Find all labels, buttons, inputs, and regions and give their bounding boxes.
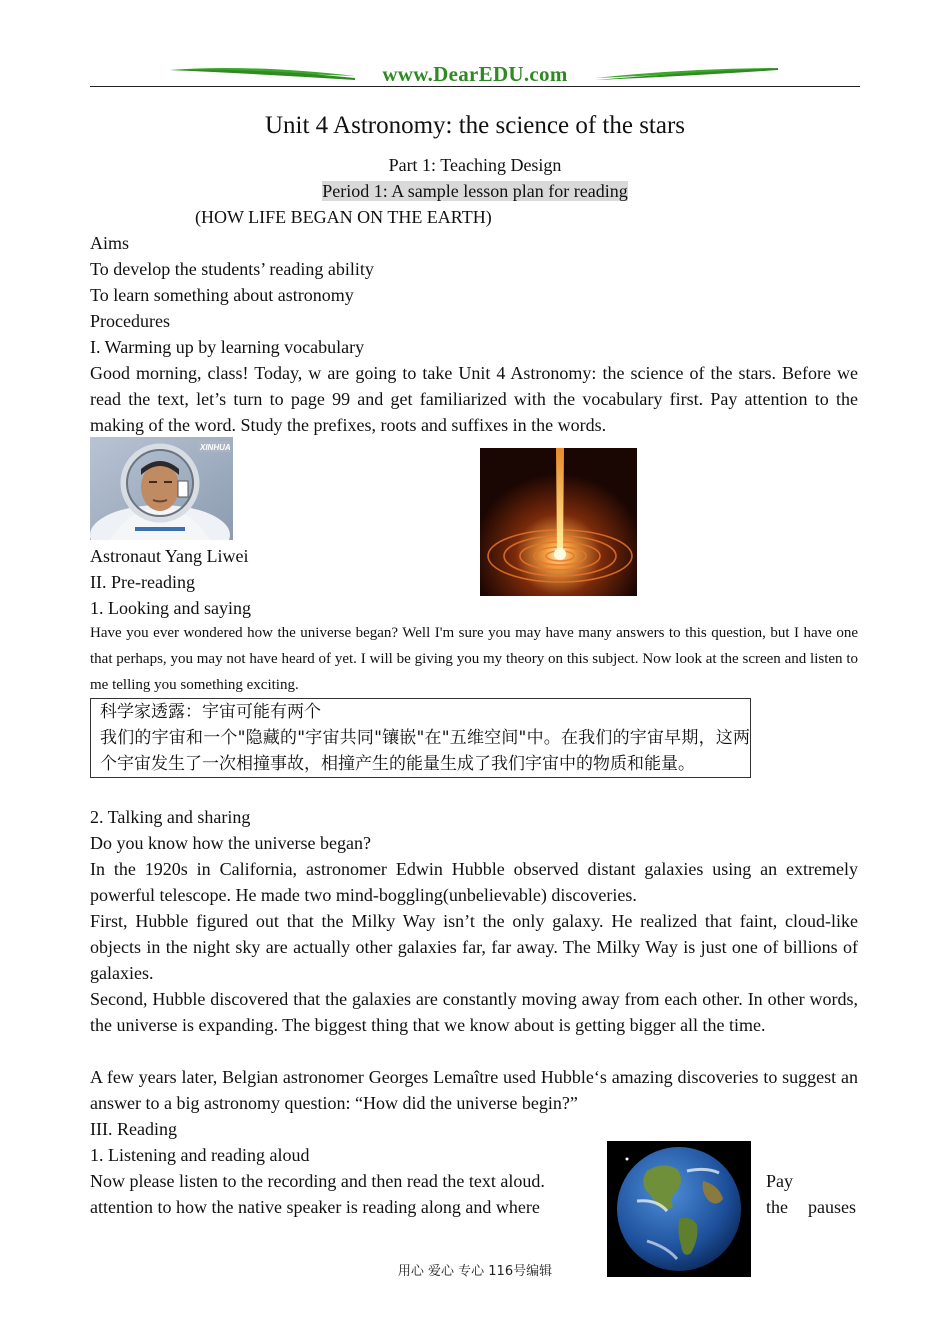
- looking-paragraph: Have you ever wondered how the universe began? Well I'm sure you may have many answers to this question, but I have one that perhaps, you may not have heard of yet. I will be giving you my theory on this subject. Now look at the screen and listen to me telling you something exciting.: [90, 625, 858, 693]
- listening-heading: 1. Listening and reading aloud: [90, 1145, 310, 1165]
- talking-and-sharing-heading: 2. Talking and sharing: [90, 807, 251, 827]
- listening-line-2-left: attention to how the native speaker is reading along and where: [90, 1197, 540, 1217]
- section-heading-reading: III. Reading: [90, 1119, 177, 1139]
- looking-and-saying-heading: 1. Looking and saying: [90, 598, 251, 618]
- astronaut-illustration: [90, 437, 233, 540]
- lesson-subtitle: (HOW LIFE BEGAN ON THE EARTH): [195, 207, 492, 227]
- universe-question: Do you know how the universe began?: [90, 833, 371, 853]
- astronaut-photo: [90, 437, 233, 540]
- period-heading-text: Period 1: A sample lesson plan for reading: [322, 181, 628, 201]
- hubble-paragraph: In the 1920s in California, astronomer Edwin Hubble observed distant galaxies using an extremely powerful telescope. He made two mind-boggling(unbelievable) discoveries.: [90, 859, 858, 905]
- chinese-box-body: 我们的宇宙和一个"隐藏的"宇宙共同"镶嵌"在"五维空间"中。在我们的宇宙早期，这两个宇宙发生了一次相撞事故，相撞产生的能量生成了我们宇宙中的物质和能量。: [100, 728, 750, 774]
- second-discovery-paragraph: Second, Hubble discovered that the galaxies are constantly moving away from each other. In other words, the universe is expanding. The biggest thing that we know about is getting bigger all the time.: [90, 989, 858, 1035]
- listening-line-2-right-b: pauses: [808, 1197, 856, 1217]
- listening-line-1-right: Pay: [766, 1171, 793, 1191]
- aim-item: To learn something about astronomy: [90, 285, 354, 305]
- part-heading: [0, 152, 950, 178]
- page-title: Unit 4 Astronomy: the science of the stars: [264, 112, 686, 139]
- chinese-text-box: [90, 698, 751, 778]
- period-heading: [0, 178, 950, 204]
- section-heading-pre-reading: II. Pre-reading: [90, 572, 195, 592]
- page-footer: 用心 爱心 专心 116号编辑: [397, 1264, 553, 1279]
- listening-line-1-left: Now please listen to the recording and then read the text aloud.: [90, 1171, 545, 1191]
- lemaitre-paragraph: A few years later, Belgian astronomer Georges Lemaître used Hubble‘s amazing discoveries to suggest an answer to a big astronomy question: “How did the universe begin?”: [90, 1067, 858, 1113]
- first-discovery-paragraph: First, Hubble figured out that the Milky Way isn’t the only galaxy. He realized that faint, cloud-like objects in the night sky are actually other galaxies far, far away. The Milky Way is just one of billions of galaxies.: [90, 911, 858, 983]
- aim-item: To develop the students’ reading ability: [90, 259, 374, 279]
- procedures-heading: Procedures: [90, 311, 170, 331]
- section-heading-warming-up: I. Warming up by learning vocabulary: [90, 337, 365, 357]
- photo-watermark-text: XINHUA: [200, 443, 231, 452]
- warming-up-paragraph: Good morning, class! Today, w are going to take Unit 4 Astronomy: the science of the stars. Before we read the text, let’s turn to page 99 and get familiarized with the vocabulary first. Pay attention to the making of the word. Study the prefixes, roots and suffixes in the words.: [90, 363, 858, 435]
- astronaut-caption: Astronaut Yang Liwei: [90, 546, 249, 566]
- galaxy-image: [480, 448, 637, 596]
- header-rule: [90, 86, 860, 87]
- listening-line-2-right-a: the: [766, 1197, 788, 1217]
- galaxy-illustration: [480, 448, 637, 596]
- header-site-name: www.DearEDU.com: [382, 62, 568, 86]
- part-heading-text: Part 1: Teaching Design: [388, 155, 562, 175]
- earth-illustration: [607, 1141, 751, 1277]
- chinese-box-title: 科学家透露：宇宙可能有两个: [100, 702, 321, 722]
- aims-heading: Aims: [90, 233, 130, 253]
- earth-image: [607, 1141, 751, 1277]
